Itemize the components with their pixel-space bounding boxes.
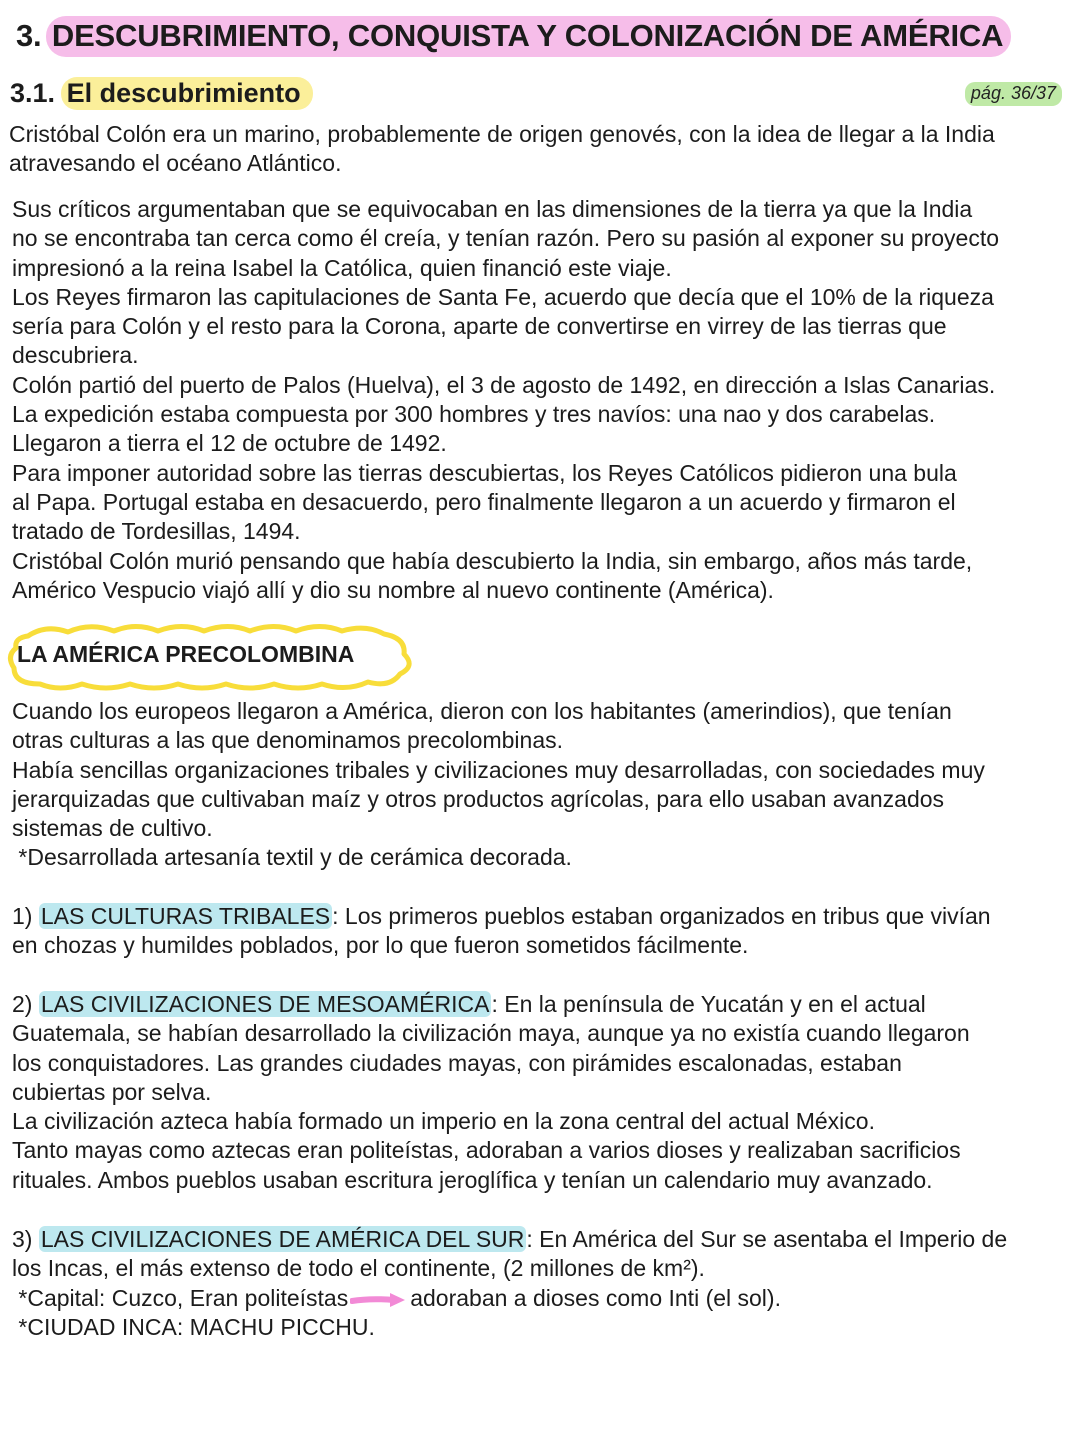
precolombina-heading-cloud: [6, 622, 414, 694]
section-heading: LAS CULTURAS TRIBALES: [40, 903, 331, 929]
section-number: 1): [12, 903, 33, 929]
text-line: jerarquizadas que cultivaban maíz y otros productos agrícolas, para ello usaban avanzados: [12, 785, 945, 812]
text-line: impresionó a la reina Isabel la Católica, quien financió este viaje.: [12, 254, 672, 281]
section-text: : En América del Sur se asentaba el Imperio de: [526, 1226, 1008, 1252]
chapter-title-text: DESCUBRIMIENTO, CONQUISTA Y COLONIZACIÓN DE AMÉRICA: [46, 16, 1011, 57]
capital-text: *Capital: Cuzco, Eran politeístas: [12, 1284, 349, 1311]
text-line: al Papa. Portugal estaba en desacuerdo, pero finalmente llegaron a un acuerdo y firmaron el: [12, 488, 956, 515]
capital-text-continued: adoraban a dioses como Inti (el sol).: [410, 1284, 781, 1311]
section-south-america: [12, 1225, 1074, 1342]
section-first-line: [12, 990, 1074, 1019]
text-line: Cristóbal Colón murió pensando que había descubierto la India, sin embargo, años más tarde,: [12, 547, 973, 574]
section-text: : Los primeros pueblos estaban organizados en tribus que vivían: [332, 903, 991, 929]
arrow-right-icon: [350, 1290, 408, 1310]
chapter-number: 3.: [16, 18, 42, 53]
text-line: en chozas y humildes poblados, por lo que fueron sometidos fácilmente.: [12, 932, 749, 959]
intro-line: atravesando el océano Atlántico.: [9, 150, 342, 177]
text-line: Américo Vespucio viajó allí y dio su nombre al nuevo continente (América).: [12, 576, 774, 603]
subtitle-text: El descubrimiento: [61, 77, 313, 110]
section-mesoamerica: [12, 990, 1074, 1195]
text-line: Colón partió del puerto de Palos (Huelva), el 3 de agosto de 1492, en dirección a Islas Canarias.: [12, 371, 996, 398]
text-line: Sus críticos argumentaban que se equivocaban en las dimensiones de la tierra ya que la India: [12, 196, 973, 222]
text-line: descubriera.: [12, 342, 139, 369]
section-first-line: [12, 1225, 1074, 1254]
chapter-title: [16, 18, 1011, 54]
section-first-line: [12, 902, 1074, 931]
section-number: 3): [12, 1226, 33, 1252]
text-line: Había sencillas organizaciones tribales y civilizaciones muy desarrolladas, con sociedades muy: [12, 756, 985, 783]
section-tribal-cultures: [12, 902, 1074, 961]
text-line: cubiertas por selva.: [12, 1078, 212, 1105]
precolombina-paragraph: [12, 697, 1074, 873]
discovery-paragraph: [12, 195, 1074, 605]
text-line: Llegaron a tierra el 12 de octubre de 1492.: [12, 430, 447, 457]
text-line: *Desarrollada artesanía textil y de cerámica decorada.: [12, 844, 572, 871]
subtitle-number: 3.1.: [10, 78, 56, 108]
page-reference: pág. 36/37: [965, 82, 1062, 106]
text-line: Guatemala, se habían desarrollado la civilización maya, aunque ya no existía cuando llegaron: [12, 1020, 970, 1047]
section-subtitle: [10, 78, 313, 109]
capital-line: [12, 1284, 1074, 1313]
text-line: sistemas de cultivo.: [12, 815, 213, 842]
text-line: Para imponer autoridad sobre las tierras descubiertas, los Reyes Católicos pidieron una bula: [12, 459, 957, 486]
text-line: los Incas, el más extenso de todo el continente, (2 millones de km²).: [12, 1255, 705, 1282]
text-line: Cuando los europeos llegaron a América, dieron con los habitantes (amerindios), que tenían: [12, 698, 952, 724]
text-line: La civilización azteca había formado un imperio en la zona central del actual México.: [12, 1108, 875, 1135]
section-text: : En la península de Yucatán y en el actual: [491, 991, 926, 1017]
text-line: Tanto mayas como aztecas eran politeístas, adoraban a varios dioses y realizaban sacrificios: [12, 1137, 961, 1164]
text-line: rituales. Ambos pueblos usaban escritura jeroglífica y tenían un calendario muy avanzado.: [12, 1166, 933, 1193]
text-line: sería para Colón y el resto para la Corona, aparte de convertirse en virrey de las tierras que: [12, 313, 947, 340]
text-line: Los Reyes firmaron las capitulaciones de Santa Fe, acuerdo que decía que el 10% de la riqueza: [12, 283, 994, 310]
text-line: tratado de Tordesillas, 1494.: [12, 518, 301, 545]
intro-paragraph: [9, 120, 1071, 179]
section-heading: LAS CIVILIZACIONES DE AMÉRICA DEL SUR: [40, 1226, 525, 1252]
text-line: otras culturas a las que denominamos precolombinas.: [12, 727, 564, 754]
precolombina-heading: LA AMÉRICA PRECOLOMBINA: [17, 641, 355, 667]
text-line: La expedición estaba compuesta por 300 hombres y tres navíos: una nao y dos carabelas.: [12, 401, 936, 428]
text-line: no se encontraba tan cerca como él creía, y tenían razón. Pero su pasión al exponer su proyecto: [12, 225, 1000, 252]
section-heading: LAS CIVILIZACIONES DE MESOAMÉRICA: [40, 991, 490, 1017]
section-number: 2): [12, 991, 33, 1017]
inca-city-line: *CIUDAD INCA: MACHU PICCHU.: [12, 1313, 375, 1340]
text-line: los conquistadores. Las grandes ciudades mayas, con pirámides escalonadas, estaban: [12, 1049, 902, 1076]
intro-line: Cristóbal Colón era un marino, probablemente de origen genovés, con la idea de llegar a la India: [9, 121, 995, 147]
